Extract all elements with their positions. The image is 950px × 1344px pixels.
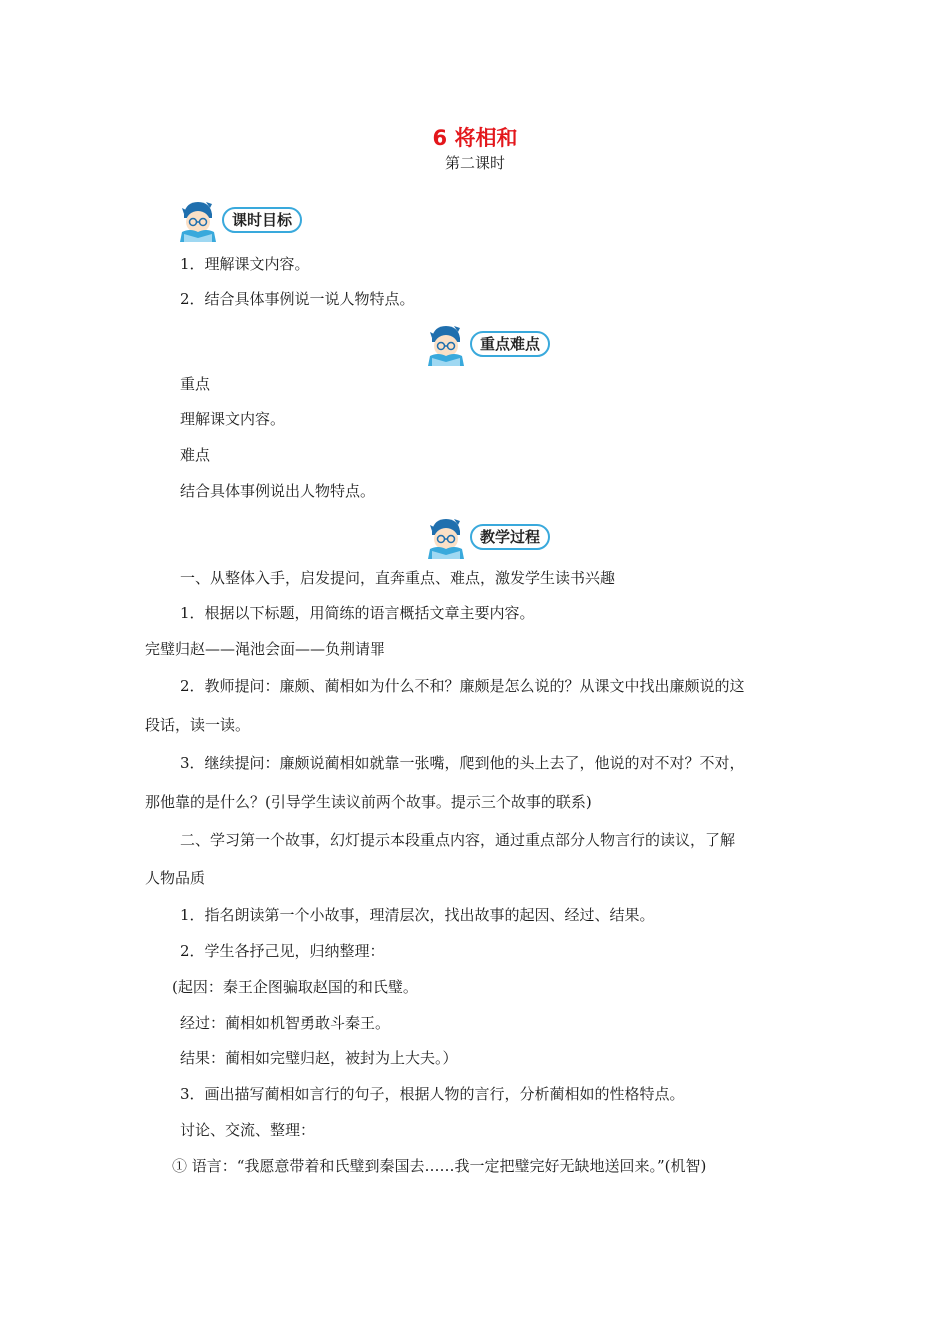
- goal-item-2: 2．结合具体事例说一说人物特点。: [180, 290, 415, 308]
- item2-line2: 段话，读一读。: [145, 716, 251, 734]
- item3-line1: 3．继续提问：廉颇说蔺相如就靠一张嘴，爬到他的头上去了，他说的对不对？不对，: [180, 754, 745, 772]
- p2-item2: 2．学生各抒己见，归纳整理：: [180, 942, 385, 960]
- key-title: 重点: [180, 375, 211, 393]
- section-label-keypoints: 重点难点: [470, 331, 550, 357]
- hard-text: 结合具体事例说出人物特点。: [180, 482, 376, 500]
- key-text: 理解课文内容。: [180, 410, 286, 428]
- process-line: 经过：蔺相如机智勇敢斗秦王。: [180, 1014, 391, 1032]
- part2-line2: 人物品质: [145, 869, 206, 887]
- item1: 1．根据以下标题，用简练的语言概括文章主要内容。: [180, 604, 535, 622]
- section-badge-keypoints: [424, 322, 556, 366]
- p2-item3: 3．画出描写蔺相如言行的句子，根据人物的言行，分析蔺相如的性格特点。: [180, 1085, 685, 1103]
- section-label-process: 教学过程: [470, 524, 550, 550]
- student-reading-icon: [424, 322, 474, 368]
- section-label-goals: 课时目标: [222, 207, 302, 233]
- cause: (起因：秦王企图骗取赵国的和氏璧。: [172, 978, 418, 996]
- part1-title: 一、从整体入手，启发提问，直奔重点、难点，激发学生读书兴趣: [180, 569, 616, 587]
- item1-titles: 完璧归赵——渑池会面——负荆请罪: [145, 640, 386, 658]
- student-reading-icon: [424, 515, 474, 561]
- item3-line2: 那他靠的是什么？(引导学生读议前两个故事。提示三个故事的联系): [145, 793, 592, 811]
- quote: ① 语言：“我愿意带着和氏璧到秦国去……我一定把璧完好无缺地送回来。”(机智): [172, 1157, 707, 1175]
- lesson-subtitle: 第二课时: [444, 154, 505, 172]
- student-reading-icon: [176, 198, 226, 244]
- goal-item-1: 1．理解课文内容。: [180, 255, 310, 273]
- lesson-title: 6 将相和: [432, 126, 518, 150]
- section-badge-process: [424, 515, 556, 559]
- part2-line1: 二、学习第一个故事，幻灯提示本段重点内容，通过重点部分人物言行的读议，了解: [180, 831, 736, 849]
- section-badge-goals: [176, 198, 308, 242]
- result: 结果：蔺相如完璧归赵，被封为上大夫。）: [180, 1049, 458, 1067]
- hard-title: 难点: [180, 446, 211, 464]
- p2-item1: 1．指名朗读第一个小故事，理清层次，找出故事的起因、经过、结果。: [180, 906, 655, 924]
- discuss: 讨论、交流、整理：: [180, 1121, 316, 1139]
- item2-line1: 2．教师提问：廉颇、蔺相如为什么不和？廉颇是怎么说的？从课文中找出廉颇说的这: [180, 677, 745, 695]
